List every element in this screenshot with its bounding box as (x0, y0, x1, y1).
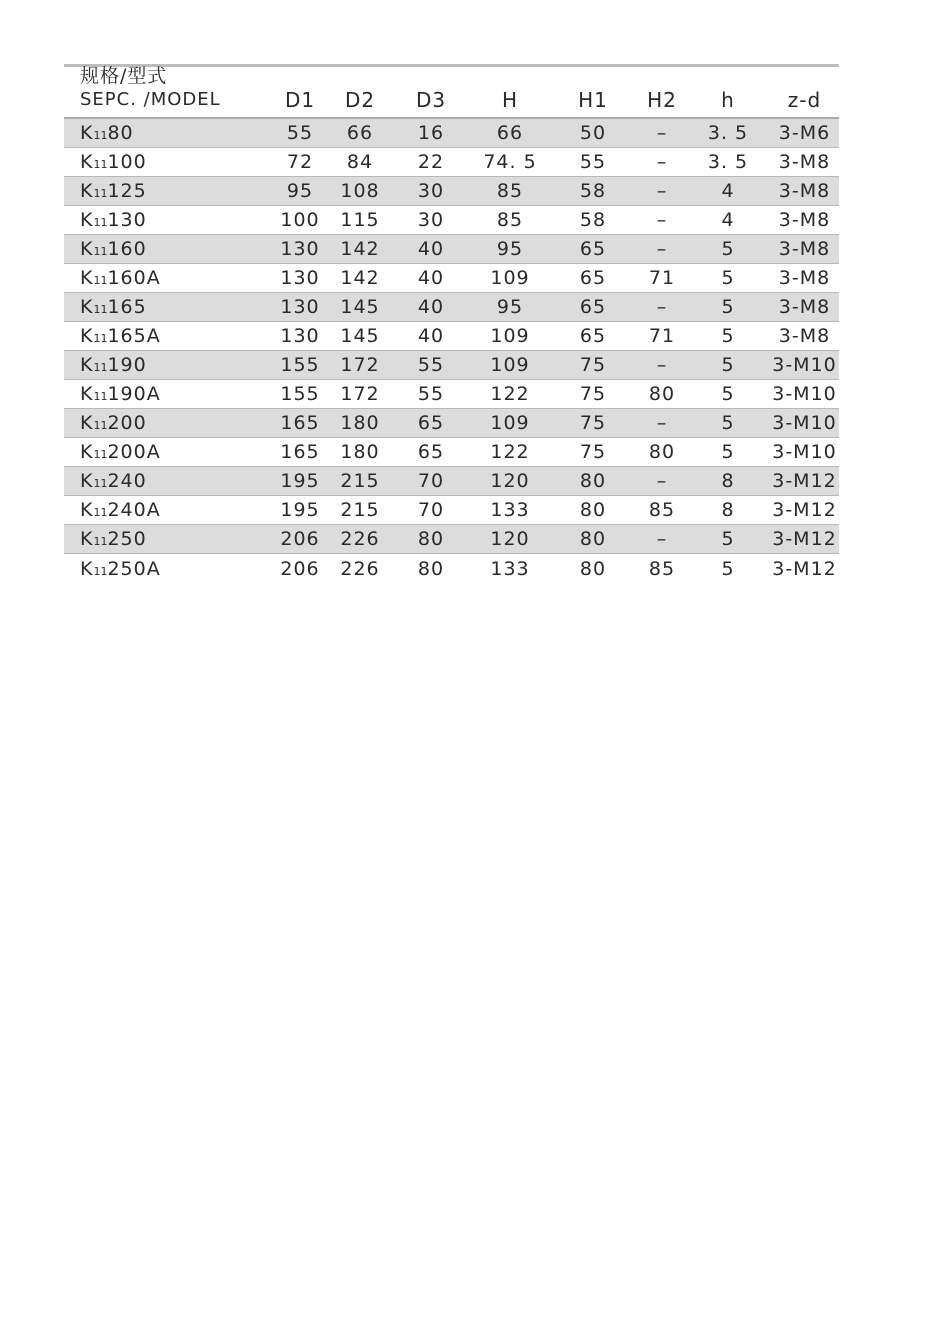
model-prefix: K (80, 383, 94, 405)
model-subscript: 11 (93, 477, 108, 490)
cell-d2: 172 (340, 383, 380, 405)
cell-d3: 22 (417, 151, 445, 173)
cell-d2: 172 (340, 354, 380, 376)
cell-model (64, 296, 270, 318)
model-prefix: K (80, 470, 94, 492)
cell-model (64, 558, 270, 580)
model-subscript: 11 (93, 129, 108, 142)
model-suffix: 200A (107, 441, 161, 463)
cell-h: 133 (490, 557, 530, 580)
cell-model (64, 151, 270, 173)
model-subscript: 11 (93, 390, 108, 403)
header-d3: D3 (415, 88, 447, 112)
cell-d2: 66 (346, 122, 374, 144)
model-subscript: 11 (93, 361, 108, 374)
cell-d1: 165 (280, 441, 320, 463)
cell-z-d: 3-M12 (772, 470, 837, 492)
cell-d1: 72 (286, 151, 314, 173)
model-prefix: K (80, 354, 94, 376)
model-prefix: K (80, 238, 94, 260)
table-row (64, 409, 839, 438)
table-row (64, 467, 839, 496)
cell-d2: 108 (340, 180, 380, 202)
cell-h2: 80 (648, 441, 676, 463)
model-prefix: K (80, 209, 94, 231)
model-prefix: K (80, 267, 94, 289)
header-model (64, 64, 270, 112)
model-prefix: K (80, 296, 94, 318)
header-h: H (501, 88, 519, 112)
cell-z-d: 3-M10 (772, 354, 837, 376)
cell-z-d: 3-M6 (778, 122, 831, 144)
cell-model (64, 383, 270, 405)
cell-small-h: 8 (721, 470, 735, 492)
cell-z-d: 3-M8 (778, 296, 831, 318)
cell-d3: 16 (417, 122, 445, 144)
model-suffix: 165 (107, 296, 147, 318)
cell-h1: 80 (579, 499, 607, 521)
cell-h1: 75 (579, 354, 607, 376)
cell-d3: 65 (417, 441, 445, 463)
cell-h: 95 (496, 238, 524, 260)
cell-h: 109 (490, 354, 530, 376)
model-suffix: 250 (107, 528, 147, 550)
cell-small-h: 5 (721, 296, 735, 318)
cell-model (64, 412, 270, 434)
model-suffix: 190 (107, 354, 147, 376)
model-subscript: 11 (93, 303, 108, 316)
cell-model (64, 180, 270, 202)
cell-h1: 80 (579, 528, 607, 550)
model-subscript: 11 (93, 535, 108, 548)
cell-h: 133 (490, 499, 530, 521)
cell-d2: 226 (340, 528, 380, 550)
cell-z-d: 3-M8 (778, 325, 831, 347)
table-row (64, 438, 839, 467)
table-row (64, 235, 839, 264)
model-prefix: K (80, 180, 94, 202)
cell-d1: 130 (280, 267, 320, 289)
model-prefix: K (80, 499, 94, 521)
cell-z-d: 3-M12 (772, 528, 837, 550)
model-prefix: K (80, 557, 94, 580)
cell-model (64, 470, 270, 492)
cell-d1: 155 (280, 383, 320, 405)
cell-h1: 75 (579, 412, 607, 434)
cell-small-h: 5 (721, 325, 735, 347)
cell-h1: 75 (579, 441, 607, 463)
table-row (64, 206, 839, 235)
cell-d2: 145 (340, 296, 380, 318)
cell-d2: 84 (346, 151, 374, 173)
model-subscript: 11 (93, 332, 108, 345)
cell-z-d: 3-M8 (778, 238, 831, 260)
table-row (64, 293, 839, 322)
cell-model (64, 325, 270, 347)
cell-small-h: 5 (721, 441, 735, 463)
cell-d2: 180 (340, 441, 380, 463)
table-row (64, 380, 839, 409)
cell-d1: 206 (280, 528, 320, 550)
cell-h1: 65 (579, 325, 607, 347)
table-row (64, 177, 839, 206)
cell-d3: 55 (417, 383, 445, 405)
cell-h2: – (656, 122, 668, 144)
cell-d3: 80 (417, 557, 445, 580)
cell-d1: 130 (280, 325, 320, 347)
model-subscript: 11 (93, 245, 108, 258)
model-prefix: K (80, 151, 94, 173)
cell-d1: 130 (280, 296, 320, 318)
model-suffix: 160 (107, 238, 147, 260)
cell-h2: – (656, 209, 668, 231)
table-body (64, 119, 839, 583)
cell-d1: 206 (280, 557, 320, 580)
cell-h2: 71 (648, 325, 676, 347)
table-row (64, 322, 839, 351)
model-suffix: 250A (107, 557, 161, 580)
model-suffix: 100 (107, 151, 147, 173)
cell-d1: 165 (280, 412, 320, 434)
cell-d3: 55 (417, 354, 445, 376)
cell-model (64, 238, 270, 260)
header-small-h: h (721, 88, 735, 112)
cell-d1: 95 (286, 180, 314, 202)
cell-h: 74. 5 (483, 151, 537, 173)
table-row (64, 525, 839, 554)
model-subscript: 11 (93, 274, 108, 287)
model-prefix: K (80, 122, 94, 144)
cell-h2: 80 (648, 383, 676, 405)
cell-h1: 55 (579, 151, 607, 173)
cell-model (64, 528, 270, 550)
cell-d1: 100 (280, 209, 320, 231)
table-row (64, 119, 839, 148)
cell-h1: 58 (579, 180, 607, 202)
cell-d1: 130 (280, 238, 320, 260)
model-suffix: 240A (107, 499, 161, 521)
cell-small-h: 5 (721, 557, 735, 580)
cell-small-h: 3. 5 (707, 151, 749, 173)
model-suffix: 130 (107, 209, 147, 231)
cell-h2: – (656, 354, 668, 376)
cell-z-d: 3-M10 (772, 383, 837, 405)
model-subscript: 11 (93, 506, 108, 519)
cell-h2: – (656, 412, 668, 434)
cell-small-h: 4 (721, 180, 735, 202)
cell-h: 66 (496, 122, 524, 144)
cell-d3: 80 (417, 528, 445, 550)
cell-small-h: 5 (721, 238, 735, 260)
model-suffix: 200 (107, 412, 147, 434)
cell-h: 95 (496, 296, 524, 318)
table-row (64, 496, 839, 525)
table-row (64, 148, 839, 177)
cell-h1: 65 (579, 238, 607, 260)
model-subscript: 11 (93, 419, 108, 432)
model-suffix: 190A (107, 383, 161, 405)
cell-h1: 50 (579, 122, 607, 144)
table-row (64, 264, 839, 293)
cell-h: 122 (490, 441, 530, 463)
cell-small-h: 5 (721, 354, 735, 376)
model-prefix: K (80, 528, 94, 550)
cell-d2: 115 (340, 209, 380, 231)
cell-small-h: 5 (721, 412, 735, 434)
cell-d2: 215 (340, 470, 380, 492)
cell-h2: – (656, 470, 668, 492)
cell-d3: 40 (417, 238, 445, 260)
cell-d3: 70 (417, 499, 445, 521)
cell-h2: 85 (648, 499, 676, 521)
model-subscript: 11 (93, 216, 108, 229)
cell-z-d: 3-M8 (778, 180, 831, 202)
cell-h: 85 (496, 180, 524, 202)
cell-d2: 180 (340, 412, 380, 434)
cell-h: 120 (490, 470, 530, 492)
cell-h2: 85 (648, 557, 676, 580)
model-prefix: K (80, 325, 94, 347)
cell-h2: – (656, 238, 668, 260)
model-prefix: K (80, 412, 94, 434)
cell-d3: 70 (417, 470, 445, 492)
cell-d2: 145 (340, 325, 380, 347)
cell-h: 109 (490, 267, 530, 289)
cell-d1: 195 (280, 499, 320, 521)
model-subscript: 11 (93, 187, 108, 200)
cell-d1: 195 (280, 470, 320, 492)
cell-d3: 65 (417, 412, 445, 434)
cell-h: 120 (490, 528, 530, 550)
table-row (64, 351, 839, 380)
cell-d3: 40 (417, 296, 445, 318)
cell-h2: – (656, 151, 668, 173)
cell-d2: 142 (340, 267, 380, 289)
cell-z-d: 3-M10 (772, 412, 837, 434)
cell-h1: 75 (579, 383, 607, 405)
cell-model (64, 209, 270, 231)
spec-table (64, 64, 839, 583)
cell-model (64, 354, 270, 376)
table-header (64, 67, 839, 119)
cell-h1: 65 (579, 267, 607, 289)
cell-h1: 58 (579, 209, 607, 231)
cell-h: 109 (490, 412, 530, 434)
header-d2: D2 (344, 88, 376, 112)
cell-small-h: 4 (721, 209, 735, 231)
cell-z-d: 3-M12 (772, 499, 837, 521)
model-suffix: 165A (107, 325, 161, 347)
cell-d2: 142 (340, 238, 380, 260)
cell-d3: 40 (417, 267, 445, 289)
cell-h1: 80 (579, 557, 607, 580)
cell-d1: 155 (280, 354, 320, 376)
cell-model (64, 499, 270, 521)
header-model-cn: 规格/型式 (80, 65, 168, 87)
cell-small-h: 3. 5 (707, 122, 749, 144)
cell-small-h: 5 (721, 383, 735, 405)
model-suffix: 125 (107, 180, 147, 202)
model-suffix: 240 (107, 470, 147, 492)
cell-d2: 215 (340, 499, 380, 521)
cell-h2: – (656, 296, 668, 318)
cell-z-d: 3-M8 (778, 267, 831, 289)
model-subscript: 11 (93, 448, 108, 461)
cell-h1: 80 (579, 470, 607, 492)
cell-z-d: 3-M10 (772, 441, 837, 463)
model-suffix: 160A (107, 267, 161, 289)
cell-model (64, 267, 270, 289)
model-subscript: 11 (93, 564, 108, 578)
cell-d3: 40 (417, 325, 445, 347)
cell-model (64, 122, 270, 144)
cell-h2: – (656, 180, 668, 202)
header-h2: H2 (647, 88, 677, 112)
cell-z-d: 3-M8 (778, 209, 831, 231)
cell-h2: 71 (648, 267, 676, 289)
cell-model (64, 441, 270, 463)
cell-z-d: 3-M8 (778, 151, 831, 173)
header-d1: D1 (284, 88, 316, 112)
header-h1: H1 (578, 88, 608, 112)
cell-d3: 30 (417, 180, 445, 202)
cell-z-d: 3-M12 (772, 557, 837, 580)
model-subscript: 11 (93, 158, 108, 171)
cell-h2: – (656, 528, 668, 550)
cell-h: 85 (496, 209, 524, 231)
cell-small-h: 5 (721, 267, 735, 289)
model-prefix: K (80, 441, 94, 463)
cell-small-h: 8 (721, 499, 735, 521)
cell-d2: 226 (340, 557, 380, 580)
cell-small-h: 5 (721, 528, 735, 550)
cell-d3: 30 (417, 209, 445, 231)
header-z-d: z-d (787, 88, 822, 112)
model-suffix: 80 (107, 122, 134, 144)
cell-h1: 65 (579, 296, 607, 318)
cell-h: 109 (490, 325, 530, 347)
cell-h: 122 (490, 383, 530, 405)
table-row (64, 554, 839, 583)
cell-d1: 55 (286, 122, 314, 144)
header-model-en: SEPC. /MODEL (80, 89, 221, 110)
